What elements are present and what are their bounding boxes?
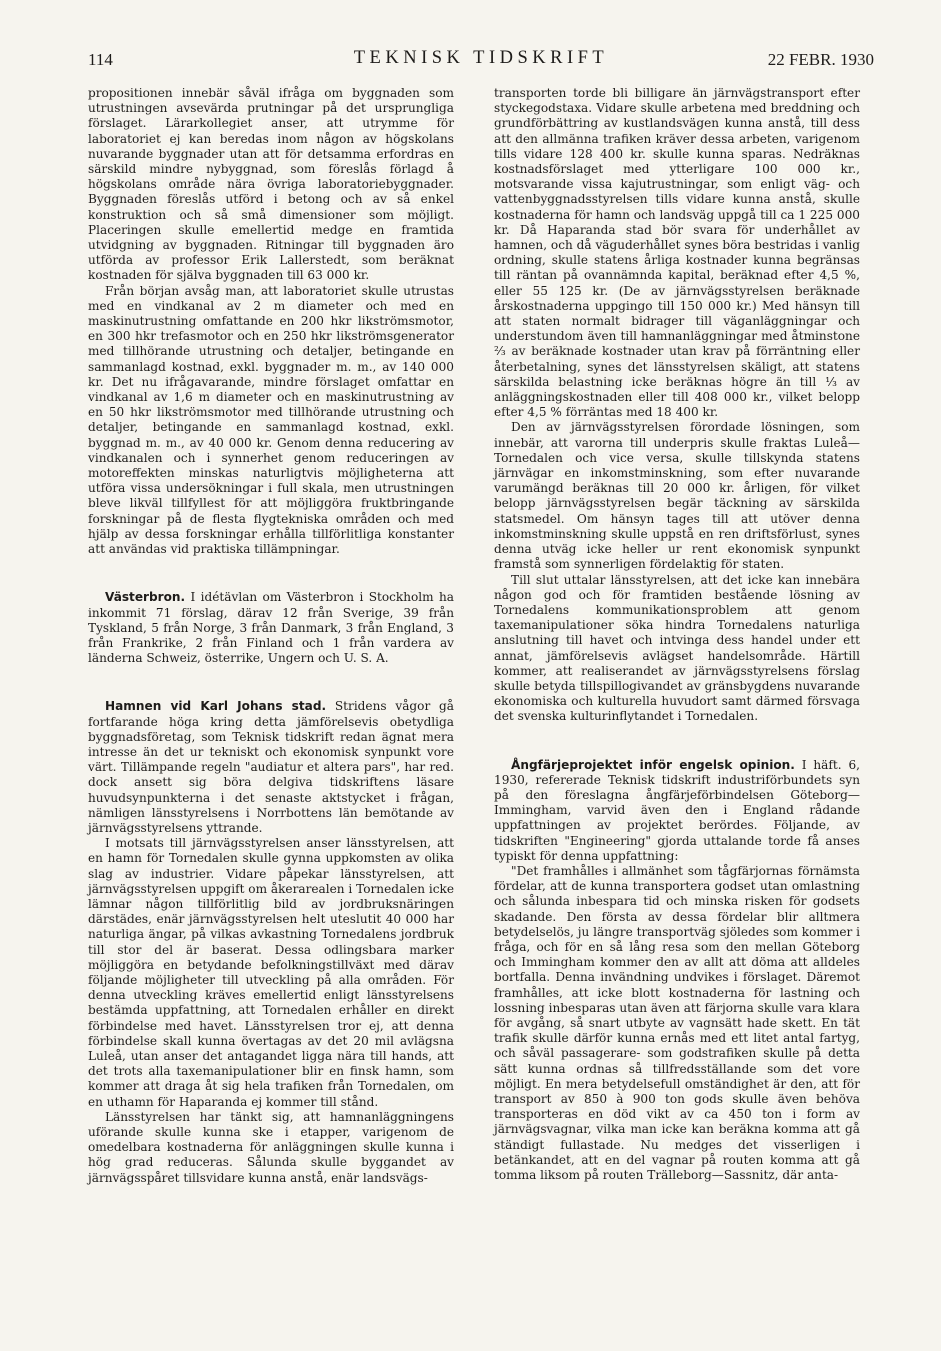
section-hamnen — [88, 699, 454, 836]
page-number: 114 — [88, 50, 113, 69]
paragraph: Från början avsåg man, att laboratoriet skulle utrustas med en vindkanal av 2 m diameter och med en maskinutrustning omfattande en 200 hkr likströmsmotor, en 300 hkr trefasmotor och en 250 hkr likströmsgenerator med tillhörande utrustning och detaljer, betingande en sammanlagd kostnad, exkl. byggnader m. m., av 140 000 kr. Det nu ifrågavarande, mindre förslaget omfattar en vindkanal av 1,6 m diameter och en maskinutrustning av en 50 hkr likströmsmotor med tillhörande utrustning och detaljer, betingande en sammanlagd kostnad, exkl. byggnad m. m., av 40 000 kr. Genom denna reducering av vindkanalen och i synnerhet genom reduceringen av motoreffekten minskas naturligtvis möjligheterna att utföra vissa undersökningar i full skala, men utrustningen bleve likväl tillfyllest för att möjliggöra fruktbringande forskningar på de flesta flygtekniska områden och med hjälp av dessa forskningar erhålla tillförlitliga konstanter att användas vid praktiska tillämpningar. — [88, 283, 454, 557]
section-text: I häft. 6, 1930, refererade Teknisk tidskrift industriförbundets syn på den föreslagna ångfärjeförbindelsen Göteborg—Immingham, varvid även den i England rådande uppfattningen av projektet berördes. Följande, av tidskriften "Engineering" gjorda uttalande torde få anses typiskt för denna uppfattning: — [494, 757, 860, 863]
section-heading: Ångfärjeprojektet inför engelsk opinion. — [511, 757, 795, 772]
paragraph: transporten torde bli billigare än järnvägstransport efter styckegodstaxa. Vidare skulle arbetena med breddning och grundförbättring av kustlandsvägen kunna anstå, till dess att den allmänna trafiken kräver dessa arbeten, varigenom tills vidare 128 400 kr. skulle kunna sparas. Nedräknas kostnadsförslaget med ytterligare 100 000 kr., motsvarande vissa kajutrustningar, som enligt väg- och vattenbyggnadsstyrelsen tills vidare kunna anstå, skulle kostnaderna för hamn och landsväg uppgå till ca 1 225 000 kr. Då Haparanda stad bör svara för underhållet av hamnen, och då väguderhållet synes böra bestridas i vanlig ordning, skulle statens årliga kostnader kunna begränsas till räntan på ovannämnda kapital, beräknad efter 4,5 %, eller 55 125 kr. (De av järnvägsstyrelsen beräknade årskostnaderna uppgingo till 150 000 kr.) Med hänsyn till att staten normalt bidrager till väganläggningar och understundom även till hamnanläggningar med åtminstone ⅔ av beräknade kostnader utan krav på förräntning eller återbetalning, synes det länsstyrelsen skäligt, att statens särskilda belastning icke beräknas högre än till ⅓ av anläggningskostnaden eller till 408 000 kr., vilket belopp efter 4,5 % förräntas med 18 400 kr. — [494, 86, 860, 420]
paragraph: Den av järnvägsstyrelsen förordade lösningen, som innebär, att varorna till underpris skulle fraktas Luleå—Tornedalen och vice versa, skulle tillskynda statens järnvägar en inkomstminskning, som efter nuvarande varumängd beräknas till 20 000 kr. årligen, för vilket belopp järnvägsstyrelsen begär täckning av särskilda statsmedel. Om hänsyn tages till att utöver denna inkomstminskning skulle uppstå en ren driftsförlust, synes denna utväg icke heller ur rent ekonomisk synpunkt framstå som synnerligen fördelaktig för staten. — [494, 420, 860, 572]
paragraph: "Det framhålles i allmänhet som tågfärjornas förnämsta fördelar, att de kunna transportera godset utan omlastning och sålunda inbespara tid och minska risken för godsets skadande. Den första av dessa fördelar blir alltmera betydelselös, ju längre transportväg sjöledes som kommer i fråga, och för en så lång resa som den mellan Göteborg och Immingham kommer den av allt att döma att alldeles bortfalla. Denna invändning undvikes i förslaget. Däremot framhålles, att icke blott kostnaderna för lastning och lossning inbesparas utan även att färjorna skulle vara klara för avgång, så snart utbyte av vagnsätt hade skett. En tät trafik skulle därför kunna ernås med ett litet antal fartyg, och såväl passagerare- som godstrafiken skulle på detta sätt kunna ordnas så tillfredsställande som det vore möjligt. En mera betydelsefull omständighet är den, att för transport av 850 à 900 ton gods skulle även behöva transporteras en död vikt av ca 450 ton i form av järnvägsvagnar, vilka man icke kan beräkna komma att gå ständigt fullastade. Nu medges det visserligen i betänkandet, att en del vagnar på routen komma att gå tomma liksom på routen Trälleborg—Sassnitz, där anta- — [494, 863, 860, 1183]
section-text: Stridens vågor gå fortfarande höga kring detta jämförelsevis obetydliga byggnadsföretag, som Teknisk tidskrift redan ägnat mera intresse än det ur tekniskt och ekonomisk synpunkt vore värt. Tillämpande regeln "audiatur et altera pars", har red. dock ansett sig böra delgiva tidskriftens läsare huvudsynpunkterna i det senaste aktstycket i frågan, nämligen länsstyrelsens i Norrbottens län bemötande av järnvägsstyrelsens yttrande. — [88, 699, 454, 835]
section-heading: Västerbron. — [105, 590, 186, 605]
page-header — [88, 48, 874, 74]
section-heading: Hamnen vid Karl Johans stad. — [105, 699, 327, 714]
paragraph: Länsstyrelsen har tänkt sig, att hamnanläggningens uförande skulle kunna ske i etapper, varigenom de omedelbara kostnaderna för anläggningen skulle kunna i hög grad reduceras. Sålunda skulle byggandet av järnvägsspåret tillsvidare kunna anstå, enär landsvägs- — [88, 1109, 454, 1185]
paragraph: I motsats till järnvägsstyrelsen anser länsstyrelsen, att en hamn för Tornedalen skulle gynna uppkomsten av olika slag av industrier. Vidare påpekar länsstyrelsen, att järnvägsstyrelsen uppgift om åkerarealen i Tornedalen icke lämnar någon tillförlitlig bild av jordbruksnäringen därstädes, enär järnvägsstyrelsen helt uteslutit 40 000 har naturliga ängar, på vilkas avkastning Tornedalens jordbruk till stor del är baserat. Dessa odlingsbara marker möjliggöra en betydande befolkningstillväxt med därav följande möjligheter till utveckling på alla områden. För denna utveckling kräves emellertid enligt länsstyrelsens bestämda uppfattning, att Tornedalen erhåller en direkt förbindelse med havet. Länsstyrelsen tror ej, att denna förbindelse skall kunna övertagas av det 20 mil avlägsna Luleå, utan anser det antagandet ligga nära till hands, att det trots alla taxemanipulationer blir en finsk hamn, som kommer att draga åt sig hela trafiken från Tornedalen, om en uthamn för Haparanda ej kommer till stånd. — [88, 836, 454, 1109]
paragraph: Till slut uttalar länsstyrelsen, att det icke kan innebära någon god och för framtiden bestående lösning av Tornedalens kommunikationsproblem att genom taxemanipulationer söka hindra Tornedalens naturliga anslutning till havet och intvinga dess handel under ett annat, jämförelsevis avlägset handelsområde. Härtill kommer, att realiserandet av järnvägsstyrelsens förslag skulle betyda tillspillogivandet av gränsbygdens nuvarande ekonomiska och kulturella huvudort samt därmed försvaga det svenska kulturinflytandet i Tornedalen. — [494, 572, 860, 724]
right-column — [494, 86, 860, 1183]
section-text: I idétävlan om Västerbron i Stockholm ha inkommit 71 förslag, därav 12 från Sverige, 39 från Tyskland, 5 från Norge, 3 från Danmark, 3 från England, 3 från Frankrike, 2 från Finland och 1 från vardera av länderna Schweiz, österrike, Ungern och U. S. A. — [88, 590, 454, 666]
section-vasterbron — [88, 590, 454, 666]
section-angfarje — [494, 758, 860, 864]
journal-title: TEKNISK TIDSKRIFT — [353, 48, 609, 68]
left-column — [88, 86, 454, 1186]
issue-date: 22 FEBR. 1930 — [767, 50, 874, 69]
paragraph: propositionen innebär såväl ifråga om byggnaden som utrustningen avsevärda prutningar på det ursprungliga förslaget. Lärarkollegiet anser, att utrymme för laboratoriet ej kan beredas inom någon av högskolans nuvarande byggnader utan att för detsamma erfordras en särskild mindre nybyggnad, som föreslås förlagd å högskolans område nära övriga laboratoriebyggnader. Byggnaden föreslås utförd i betong och av så enkel konstruktion och så små dimensioner som möjligt. Placeringen skulle emellertid medge en framtida utvidgning av byggnaden. Ritningar till byggnaden äro utförda av professor Erik Lallerstedt, som beräknat kostnaden för själva byggnaden till 63 000 kr. — [88, 86, 454, 283]
